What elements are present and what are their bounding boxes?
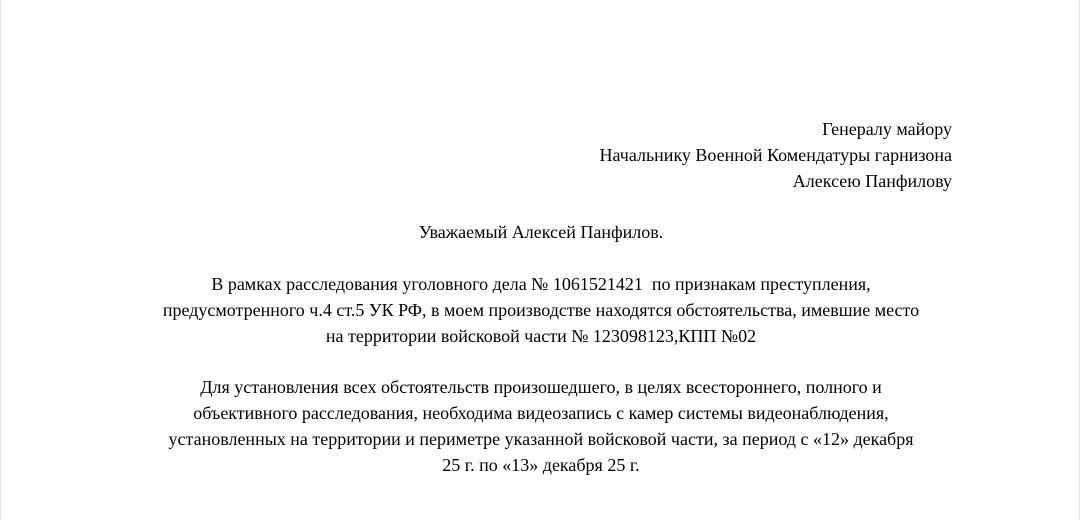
paragraph-case-info: [1, 271, 1080, 349]
paragraph-line: предусмотренного ч.4 ст.5 УК РФ, в моем производстве находятся обстоятельства, имевшие место: [162, 300, 920, 320]
addressee-position: Начальнику Военной Комендатуры гарнизона: [599, 145, 952, 165]
paragraph-line: объективного расследования, необходима видеозапись с камер системы видеонаблюдения,: [193, 403, 889, 423]
paragraph-line: Для установления всех обстоятельств произошедшего, в целях всестороннего, полного и: [200, 377, 882, 397]
addressee-block: [600, 116, 952, 194]
paragraph-line: 25 г. по «13» декабря 25 г.: [442, 455, 640, 475]
addressee-name: Алексею Панфилову: [792, 171, 952, 191]
paragraph-line: В рамках расследования уголовного дела № 1061521421 по признакам преступления,: [211, 274, 871, 294]
addressee-rank: Генералу майору: [822, 119, 952, 139]
paragraph-request: [1, 374, 1080, 478]
salutation: Уважаемый Алексей Панфилов.: [418, 222, 664, 242]
paragraph-line: установленных на территории и периметре указанной войсковой части, за период с «12» декабря: [168, 429, 914, 449]
paragraph-line: на территории войсковой части № 123098123,КПП №02: [325, 326, 757, 346]
